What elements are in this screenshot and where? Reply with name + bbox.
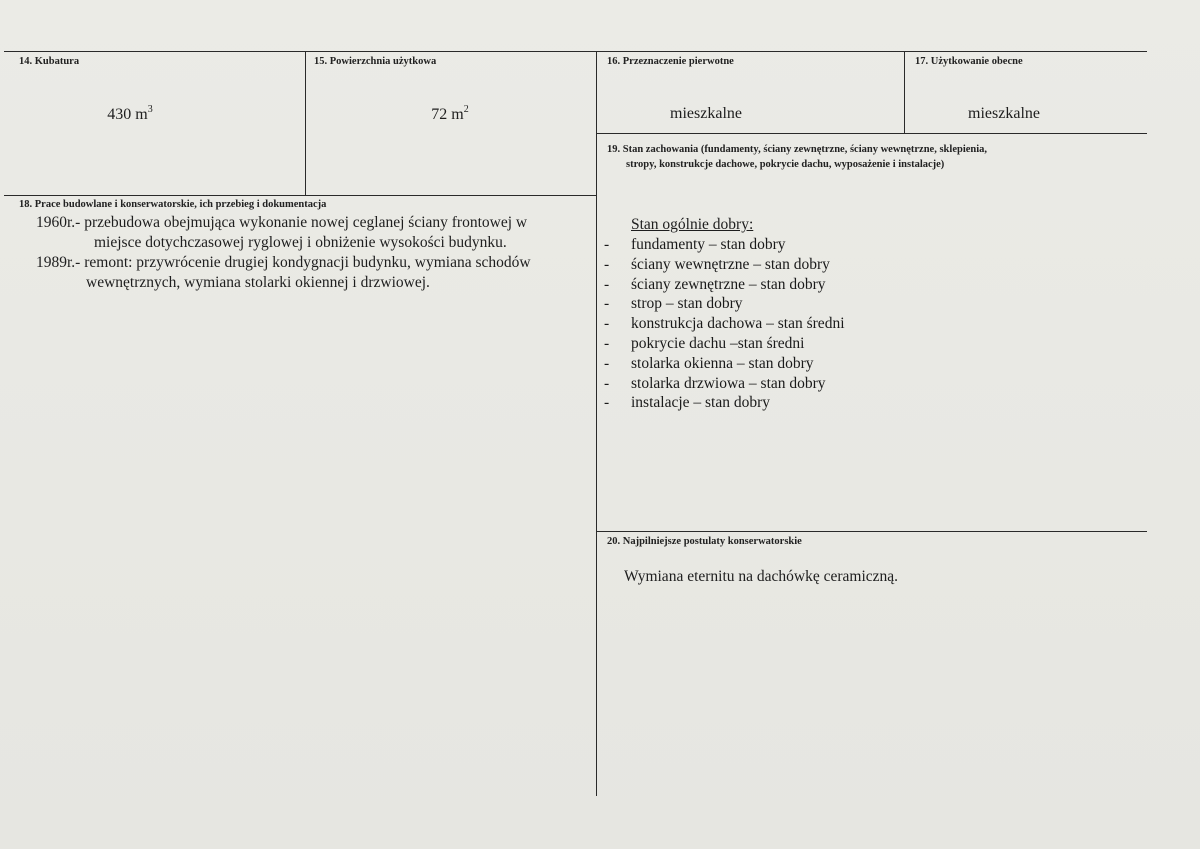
stan-item <box>604 235 1134 255</box>
section20-divider <box>596 531 1147 532</box>
stan-item <box>604 314 1134 334</box>
powierzchnia-unit-exponent: 2 <box>463 104 469 115</box>
dash-marker: - <box>604 334 610 352</box>
divider-14-15 <box>305 51 306 196</box>
dash-marker: - <box>604 295 610 313</box>
row1-divider-right <box>596 133 1147 134</box>
stan-item <box>604 374 1134 394</box>
kubatura-unit-exponent: 3 <box>147 104 153 115</box>
powierzchnia-label: 15. Powierzchnia użytkowa <box>314 56 437 67</box>
prace-entry-1989-line2: wewnętrznych, wymiana stolarki okiennej i drzwiowej. <box>86 274 430 291</box>
dash-marker: - <box>604 374 610 392</box>
dash-marker: - <box>604 394 610 412</box>
kubatura-value <box>60 106 200 124</box>
stan-item-text: ściany zewnętrzne – stan dobry <box>631 275 826 293</box>
stan-item-text: konstrukcja dachowa – stan średni <box>631 315 845 333</box>
uzytkowanie-label: 17. Użytkowanie obecne <box>915 56 1023 67</box>
powierzchnia-number: 72 m <box>431 106 464 123</box>
dash-marker: - <box>604 315 610 333</box>
divider-16-17 <box>904 51 905 134</box>
dash-marker: - <box>604 236 610 253</box>
stan-item-text: stolarka drzwiowa – stan dobry <box>631 374 826 392</box>
postulaty-label: 20. Najpilniejsze postulaty konserwatorskie <box>607 536 802 547</box>
stan-ogolny-heading: Stan ogólnie dobry: <box>631 216 754 233</box>
stan-item-text: pokrycie dachu –stan średni <box>631 334 805 352</box>
stan-item-text: fundamenty – stan dobry <box>631 236 786 253</box>
prace-entry-1960-line2: miejsce dotychczasowej ryglowej i obniżenie wysokości budynku. <box>94 234 507 251</box>
top-border-line <box>4 51 1147 52</box>
stan-item-text: stolarka okienna – stan dobry <box>631 354 814 372</box>
prace-entry-1960-line1: 1960r.- przebudowa obejmująca wykonanie nowej ceglanej ściany frontowej w <box>36 214 528 231</box>
dash-marker: - <box>604 255 610 273</box>
stan-zachowania-label-line2: stropy, konstrukcje dachowe, pokrycie dachu, wyposażenie i instalacje) <box>626 159 945 170</box>
uzytkowanie-value: mieszkalne <box>968 105 1040 122</box>
stan-item <box>604 294 1134 314</box>
stan-items-list <box>604 235 1134 413</box>
stan-item <box>604 334 1134 354</box>
divider-center <box>596 51 597 796</box>
stan-item <box>604 393 1134 413</box>
dash-marker: - <box>604 354 610 372</box>
stan-zachowania-label-line1: 19. Stan zachowania (fundamenty, ściany zewnętrzne, ściany wewnętrzne, sklepienia, <box>607 144 988 155</box>
przeznaczenie-label: 16. Przeznaczenie pierwotne <box>607 56 734 67</box>
powierzchnia-value <box>380 106 520 124</box>
postulaty-value: Wymiana eternitu na dachówkę ceramiczną. <box>624 568 899 585</box>
stan-item <box>604 275 1134 295</box>
prace-entry-1989-line1: 1989r.- remont: przywrócenie drugiej kondygnacji budynku, wymiana schodów <box>36 254 531 271</box>
stan-item-text: instalacje – stan dobry <box>631 394 771 412</box>
prace-budowlane-label: 18. Prace budowlane i konserwatorskie, ich przebieg i dokumentacja <box>19 199 327 210</box>
kubatura-number: 430 m <box>107 106 148 123</box>
row2-divider-left <box>4 195 597 196</box>
przeznaczenie-value: mieszkalne <box>670 105 742 122</box>
stan-item <box>604 354 1134 374</box>
kubatura-label: 14. Kubatura <box>19 56 80 67</box>
stan-item-text: strop – stan dobry <box>631 295 743 313</box>
stan-item <box>604 255 1134 275</box>
stan-item-text: ściany wewnętrzne – stan dobry <box>631 255 830 273</box>
dash-marker: - <box>604 275 610 293</box>
